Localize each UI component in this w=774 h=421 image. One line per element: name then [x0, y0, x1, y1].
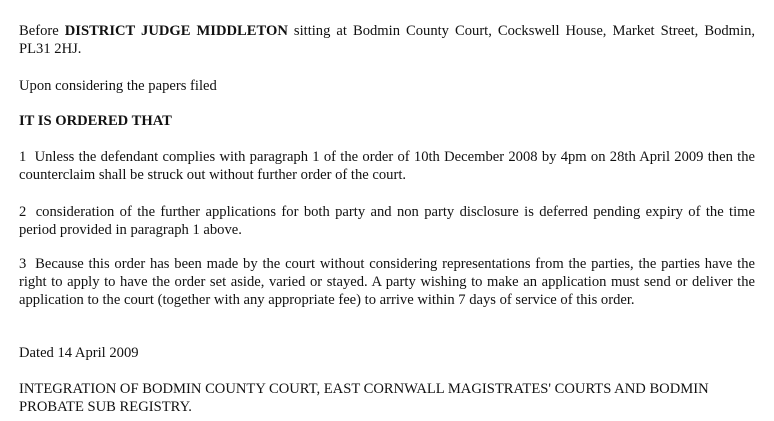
header-paragraph: [19, 22, 755, 58]
ordered-heading: IT IS ORDERED THAT: [19, 113, 172, 129]
judge-name: DISTRICT JUDGE MIDDLETON: [64, 23, 288, 39]
paragraph-number: 3: [19, 256, 27, 272]
paragraph-number: 1: [19, 149, 27, 165]
paragraph-text: consideration of the further applications for both party and non party disclosure is deferred pending expiry of the time period provided in paragraph 1 above.: [19, 204, 755, 238]
order-paragraph-2: [19, 203, 755, 239]
header-prefix: Before: [19, 23, 65, 39]
court-footer: INTEGRATION OF BODMIN COUNTY COURT, EAST CORNWALL MAGISTRATES' COURTS AND BODMIN PROBATE SUB REGISTRY.: [19, 381, 709, 415]
order-paragraph-3: [19, 255, 755, 309]
paragraph-number: 2: [19, 204, 27, 220]
paragraph-text: Because this order has been made by the court without considering representations from the parties, the parties have the right to apply to have the order set aside, varied or stayed. A party wishing to make an application must send or deliver the application to the court (together with any appropriate fee) to arrive within 7 days of service of this order.: [19, 256, 755, 308]
court-address: sitting at Bodmin County Court, Cockswell House, Market Street, Bodmin, PL31 2HJ.: [19, 23, 756, 57]
considering-line: Upon considering the papers filed: [19, 78, 217, 94]
dated-line: Dated 14 April 2009: [19, 345, 139, 361]
order-paragraph-1: [19, 148, 755, 184]
paragraph-text: Unless the defendant complies with paragraph 1 of the order of 10th December 2008 by 4pm on 28th April 2009 then the counterclaim shall be struck out without further order of the court.: [19, 149, 755, 183]
